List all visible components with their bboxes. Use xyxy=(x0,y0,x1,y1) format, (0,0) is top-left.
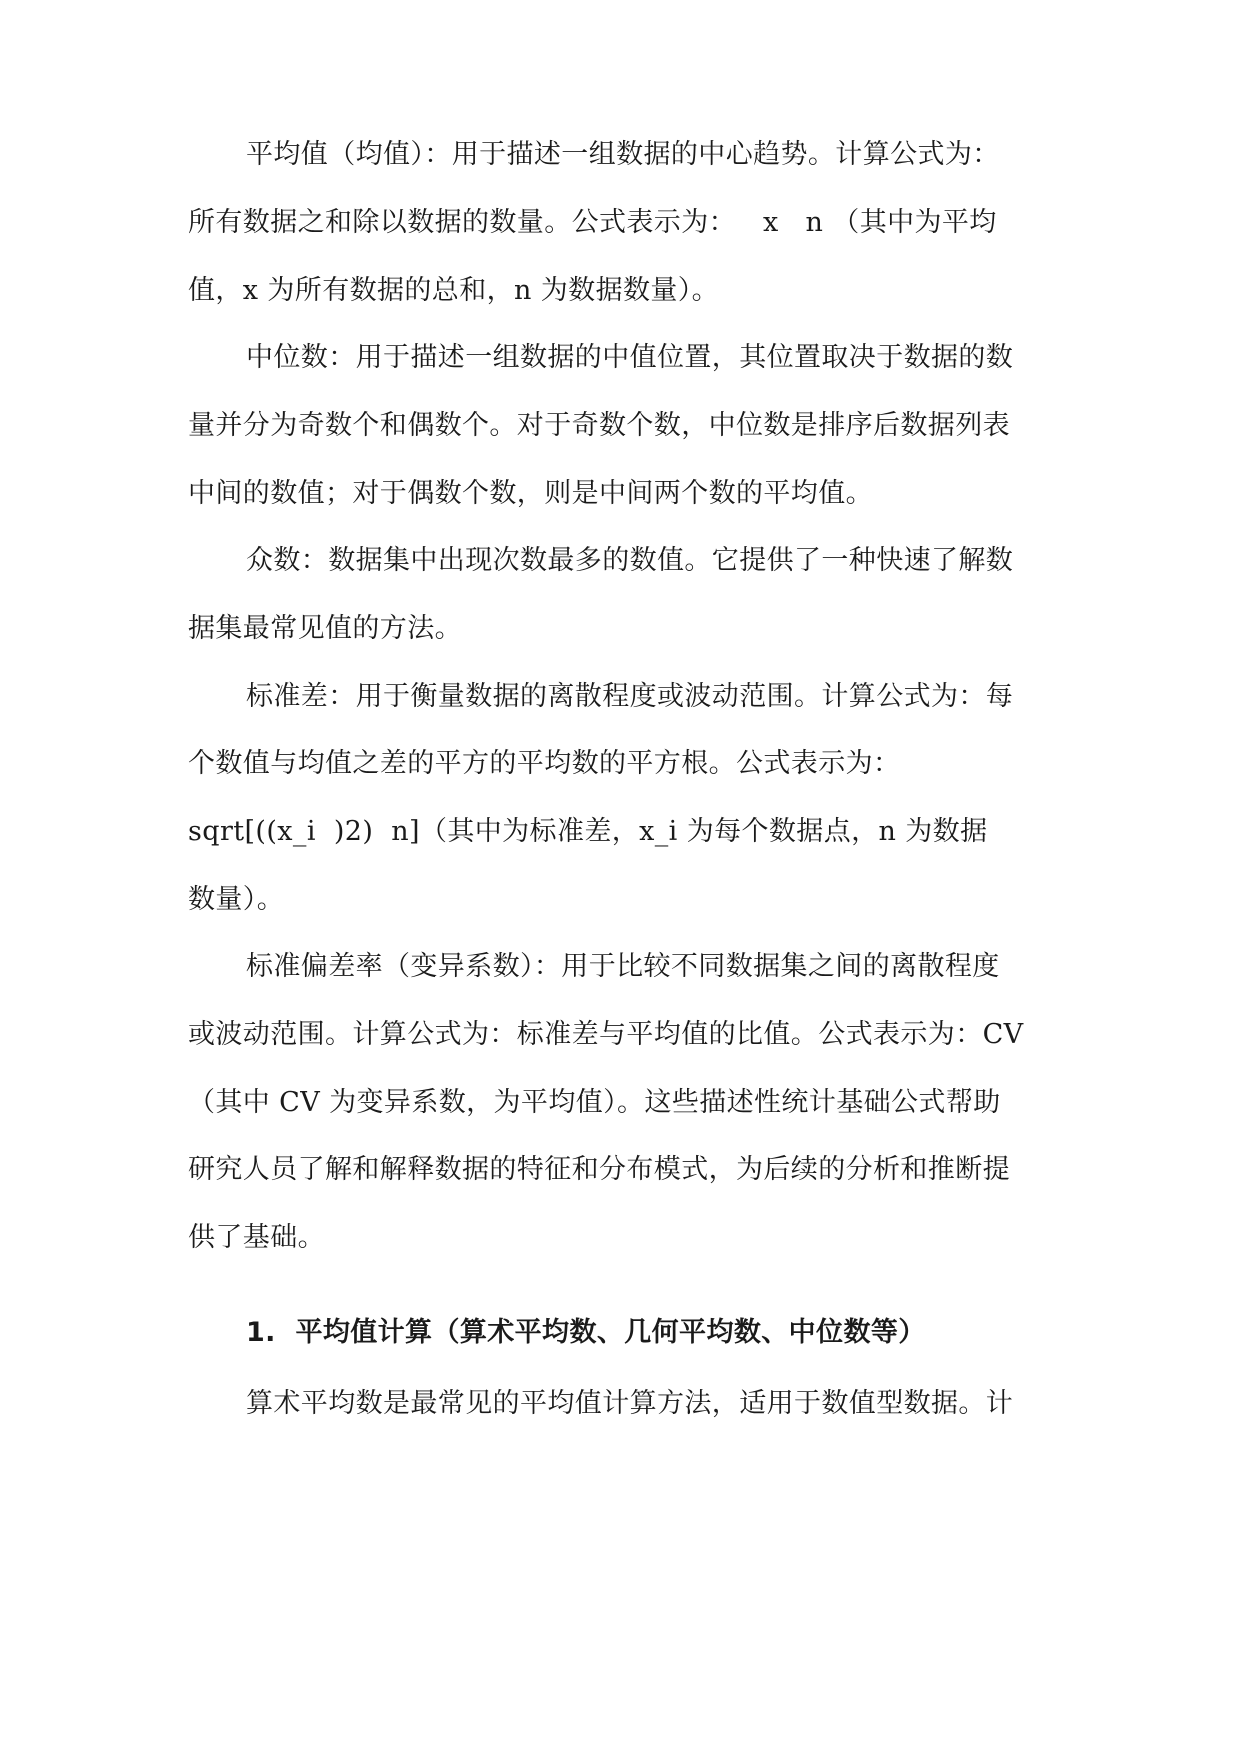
paragraph-median-line-1: 中位数：用于描述一组数据的中值位置，其位置取决于数据的数 xyxy=(246,342,1014,373)
paragraph-stddev-line-4: 数量）。 xyxy=(188,884,285,915)
paragraph-stddev-line-1: 标准差：用于衡量数据的离散程度或波动范围。计算公式为：每 xyxy=(246,681,1014,712)
paragraph-mode-line-1: 众数：数据集中出现次数最多的数值。它提供了一种快速了解数 xyxy=(246,545,1014,576)
paragraph-cv-line-2: 或波动范围。计算公式为：标准差与平均值的比值。公式表示为：CV xyxy=(188,1019,1024,1050)
paragraph-mode-line-2: 据集最常见值的方法。 xyxy=(188,613,462,644)
paragraph-mean-line-1: 平均值（均值）：用于描述一组数据的中心趋势。计算公式为： xyxy=(246,139,1000,170)
section-heading-mean-calculation: 1. 平均值计算（算术平均数、几何平均数、中位数等） xyxy=(246,1317,926,1348)
paragraph-cv-line-5: 供了基础。 xyxy=(188,1222,325,1253)
paragraph-mean-line-2: 所有数据之和除以数据的数量。公式表示为： x n （其中为平均 xyxy=(188,207,997,238)
paragraph-stddev-line-2: 个数值与均值之差的平方的平均数的平方根。公式表示为： xyxy=(188,748,901,779)
paragraph-stddev-line-3: sqrt[((x_i )2) n]（其中为标准差，x_i 为每个数据点，n 为数据 xyxy=(188,816,988,847)
paragraph-median-line-3: 中间的数值；对于偶数个数，则是中间两个数的平均值。 xyxy=(188,478,873,509)
paragraph-cv-line-4: 研究人员了解和解释数据的特征和分布模式，为后续的分析和推断提 xyxy=(188,1154,1010,1185)
paragraph-mean-line-3: 值，x 为所有数据的总和，n 为数据数量）。 xyxy=(188,275,720,306)
paragraph-median-line-2: 量并分为奇数个和偶数个。对于奇数个数，中位数是排序后数据列表 xyxy=(188,410,1010,441)
paragraph-cv-line-3: （其中 CV 为变异系数，为平均值）。这些描述性统计基础公式帮助 xyxy=(188,1087,1001,1118)
paragraph-cv-line-1: 标准偏差率（变异系数）：用于比较不同数据集之间的离散程度 xyxy=(246,951,1000,982)
paragraph-arithmetic-mean-line-1: 算术平均数是最常见的平均值计算方法，适用于数值型数据。计 xyxy=(246,1388,1014,1419)
